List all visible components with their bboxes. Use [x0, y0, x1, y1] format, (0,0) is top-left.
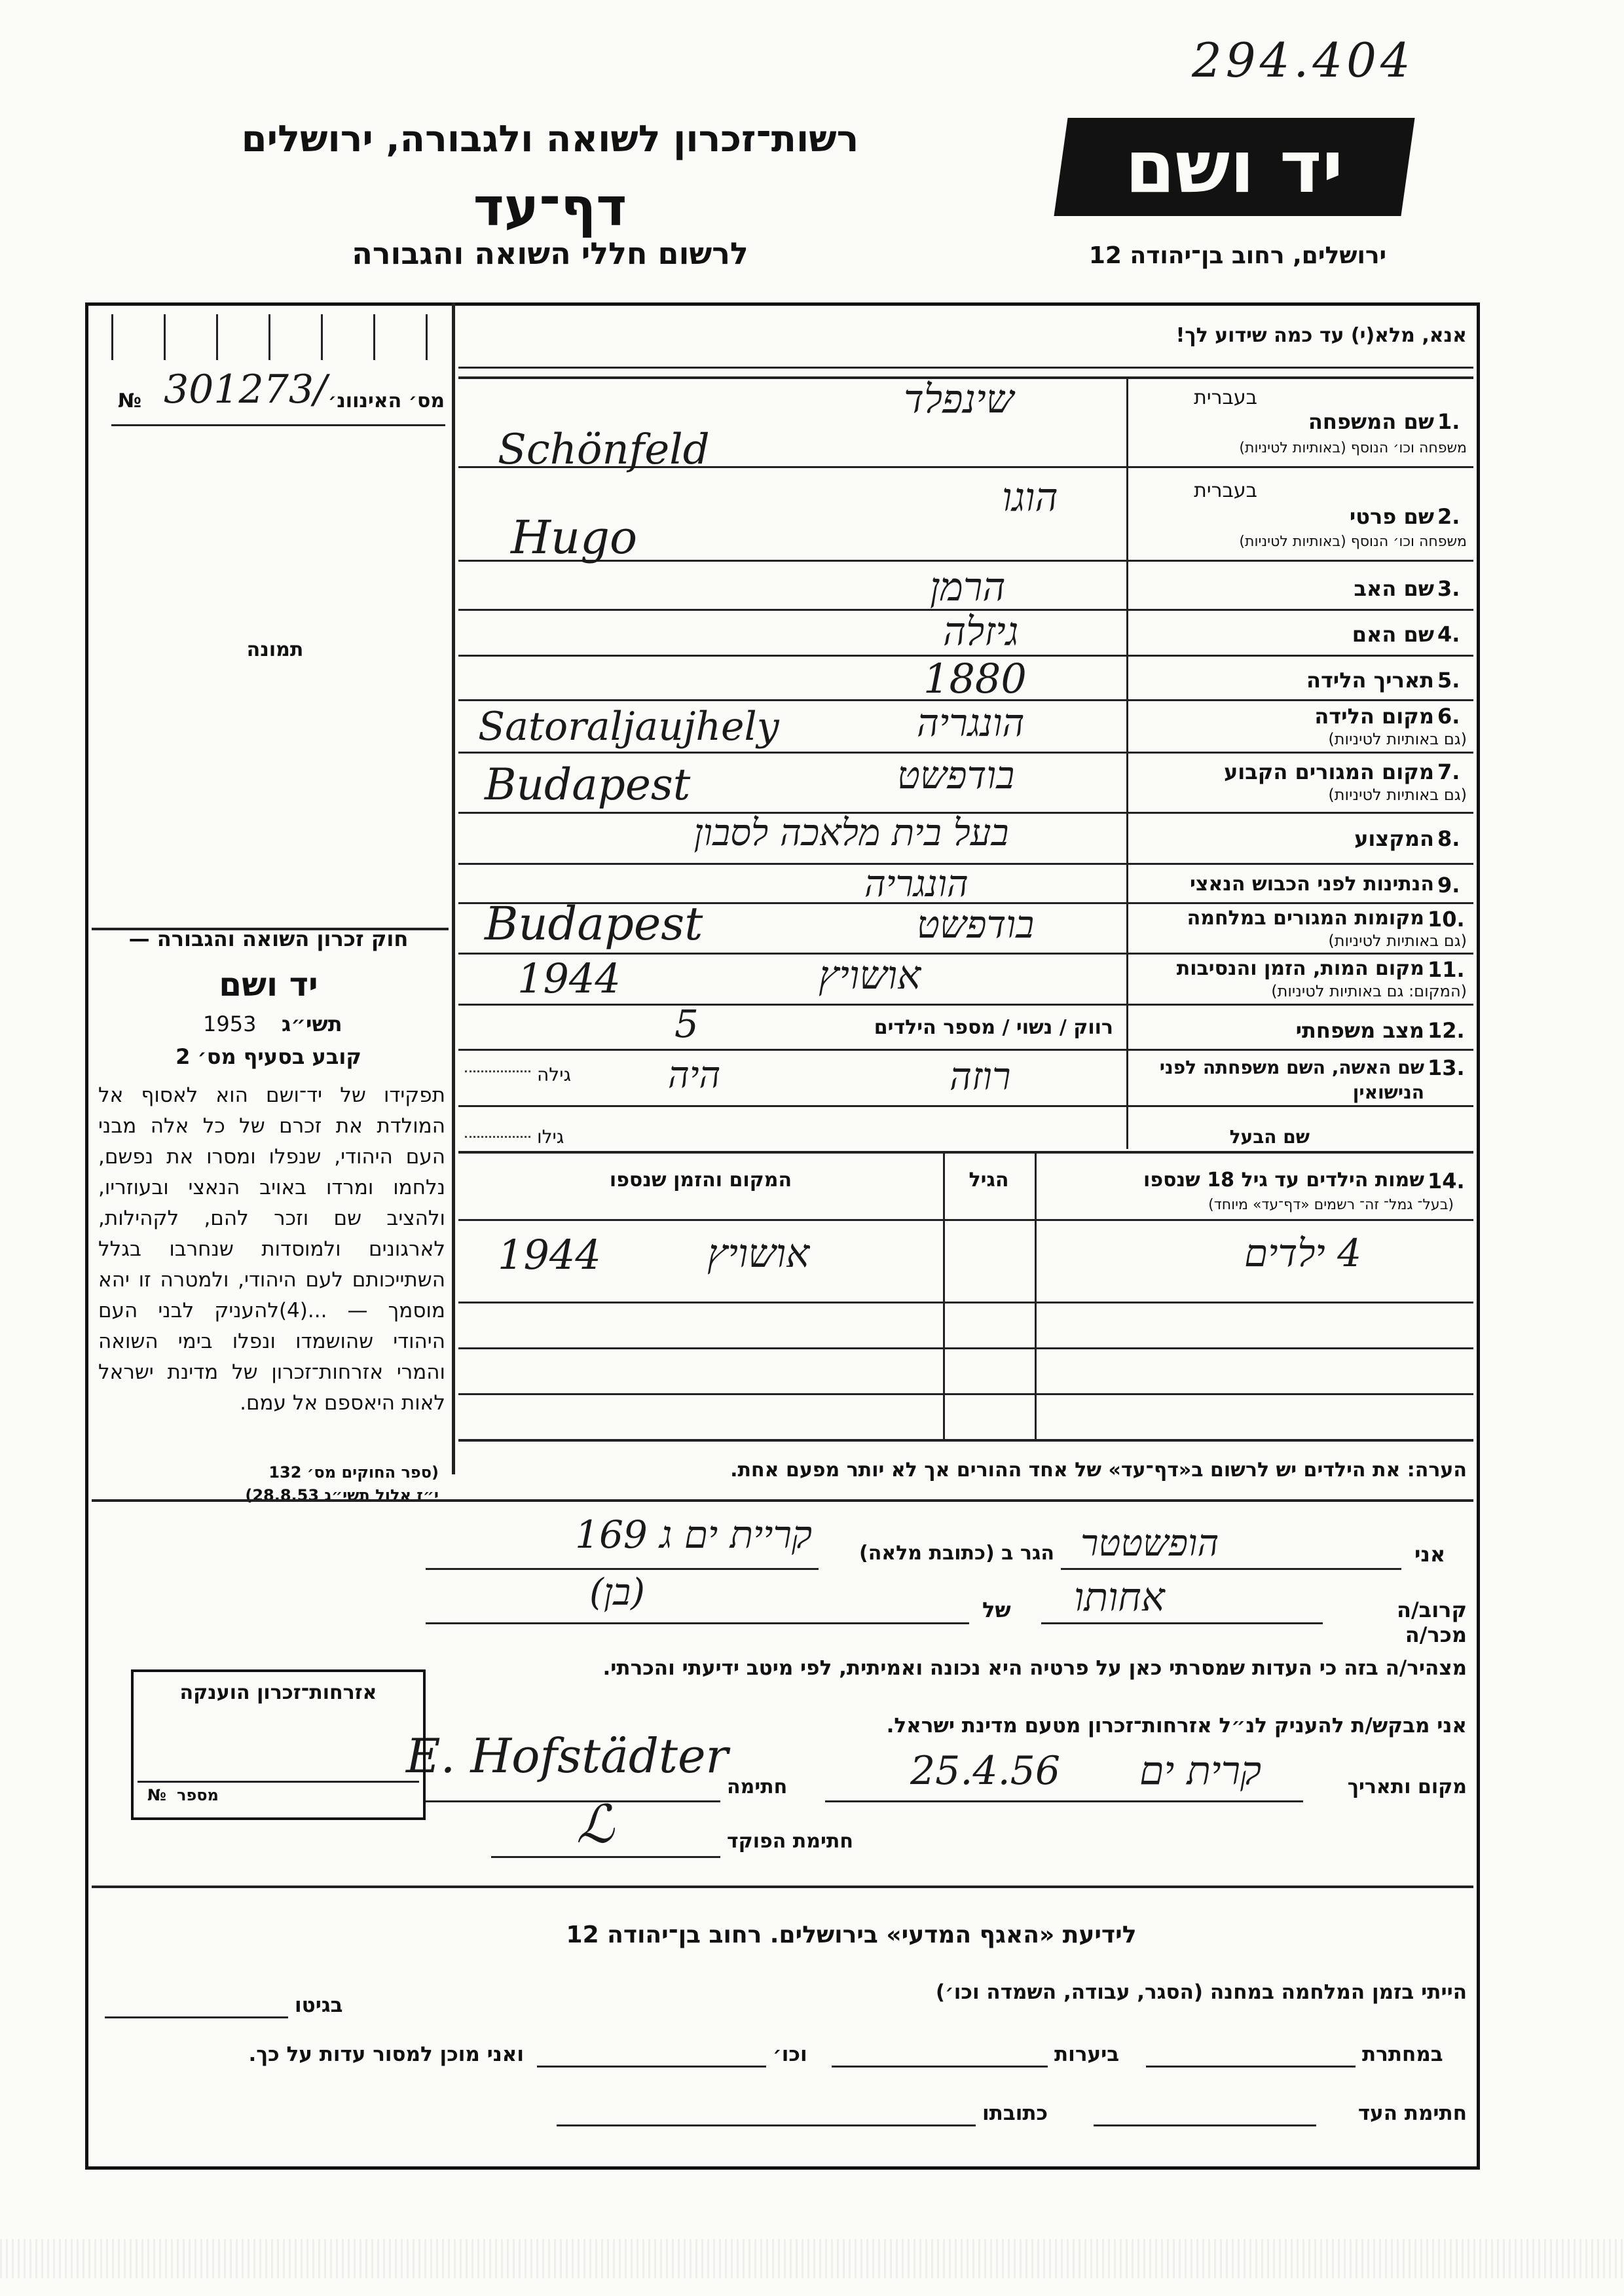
row-rule [458, 1049, 1473, 1051]
children-row-place: אושויץ [707, 1231, 810, 1277]
field-13-husband-age-label: גילו [537, 1126, 564, 1148]
footer-line1: הייתי בזמן המלחמה במחנה (הסגר, עבודה, השמדה וכו׳) [935, 1980, 1467, 2004]
field-3-value: הרמן [930, 564, 1006, 610]
declarant-relation-value: אחותו [1074, 1575, 1165, 1620]
field-7-value-hebrew: בודפשט [897, 753, 1015, 797]
field-13-label: שם האשה, השם משפחתה לפני הנישואין [1159, 1057, 1424, 1103]
field-2-value-latin: Hugo [511, 511, 638, 564]
children-bottom-rule [458, 1439, 1473, 1442]
children-row-rule [458, 1393, 1473, 1395]
sidebar-fence [92, 314, 445, 367]
field-8-value: בעל בית מלאכה לסבון [693, 812, 1009, 854]
declarant-residing-label: הגר ב (כתובת מלאה) [858, 1542, 1054, 1565]
field-11-hint: (המקום: גם באותיות לטיניות) [1271, 982, 1467, 1000]
field-12-number: 12. [1428, 1018, 1465, 1043]
children-header-hint: (בעל־ גמל־ זה־ רשמים «דף־עד» מיוחד) [1208, 1197, 1454, 1213]
logo-address: ירושלים, רחוב בן־יהודה 12 [1088, 242, 1387, 269]
scan-noise [0, 2239, 1624, 2278]
field-5-label: תאריך הלידה [1306, 668, 1434, 693]
field-6-label: מקום הלידה [1314, 704, 1434, 729]
field-1-value-latin: Schönfeld [498, 426, 710, 474]
field-6-hint: (גם באותיות לטיניות) [1328, 730, 1467, 748]
footer-line2-rule-b [832, 2066, 1048, 2068]
place-date-line [825, 1800, 1303, 1802]
certificate-title: אזרחות־זכרון הוענקה [179, 1681, 377, 1704]
field-13-number: 13. [1428, 1055, 1465, 1080]
field-12-label: מצב משפחתי [1295, 1018, 1424, 1043]
photo-label: תמונה [246, 638, 304, 661]
declarant-address-value: קריית ים ג 169 [575, 1512, 812, 1557]
field-9-number: 9. [1437, 873, 1460, 898]
field-9-value: הונגריה [864, 863, 969, 905]
field-13-age-dots [465, 1070, 530, 1072]
section-rule [92, 1499, 1473, 1502]
children-header-place: המקום והזמן שנספו [609, 1169, 792, 1192]
declarant-name-line [1061, 1568, 1401, 1570]
label-column-divider [1126, 376, 1128, 1149]
children-header-rule [458, 1219, 1473, 1221]
field-12-options: רווק / נשוי / מספר הילדים [874, 1016, 1113, 1039]
field-1-sublabel: בעברית [1194, 386, 1257, 409]
field-1-label: שם המשפחה [1308, 409, 1434, 434]
field-11-value-place: אושויץ [819, 953, 921, 998]
declarant-name-value: הופשטטר [1080, 1522, 1219, 1565]
field-6-value-hebrew: הונגריה [917, 701, 1025, 745]
instructions-underline [458, 367, 1473, 369]
signature-line [426, 1800, 720, 1802]
archive-number: 294.404 [1192, 33, 1414, 88]
declarant-of-line [426, 1622, 969, 1624]
field-7-label: מקום המגורים הקבוע [1223, 759, 1434, 784]
sidebar-divider [452, 302, 455, 1474]
field-3-label: שם האב [1354, 576, 1434, 601]
field-11-label: מקום המות, הזמן והנסיבות [1176, 957, 1424, 980]
law-reference-1: (ספר החוקים מס׳ 132 [268, 1463, 439, 1482]
authority-name: רשות־זכרון לשואה ולגבורה, ירושלים [241, 118, 859, 160]
declaration-text: מצהיר/ה בזה כי העדות שמסרתי כאן על פרטיה היא נכונה ואמיתית, לפי מיטב ידיעתי והכרתי. [602, 1656, 1467, 1680]
field-3-number: 3. [1437, 576, 1460, 601]
instructions: אנא, מלא(י) עד כמה שידוע לך! [1175, 324, 1467, 347]
request-text: אני מבקש/ת להעניק לנ״ל אזרחות־זכרון מטעם מדינת ישראל. [886, 1714, 1467, 1738]
field-7-number: 7. [1437, 759, 1460, 784]
place-date-label: מקום ותאריך [1347, 1776, 1467, 1798]
declarant-address-line [426, 1568, 819, 1570]
declarant-relation-line [1041, 1622, 1323, 1624]
footer-title: לידיעת «האגף המדעי» בירושלים. רחוב בן־יהודה 12 [566, 1922, 1137, 1948]
field-13-spouse-value: רוזה [950, 1054, 1011, 1099]
children-header-names: שמות הילדים עד גיל 18 שנספו [1143, 1169, 1424, 1192]
field-4-number: 4. [1437, 622, 1460, 647]
field-7-hint: (גם באותיות לטיניות) [1328, 786, 1467, 804]
inventory-label: מס׳ האינוונ׳ [327, 390, 445, 412]
field-10-number: 10. [1428, 907, 1465, 932]
children-row-rule [458, 1302, 1473, 1303]
field-2-label: שם פרטי [1349, 504, 1434, 529]
inventory-prefix: № [118, 390, 142, 412]
field-10-value-latin: Budapest [485, 897, 703, 951]
law-clause: קובע בסעיף מס׳ 2 [175, 1044, 361, 1069]
declarant-of-value: (בן) [589, 1571, 645, 1614]
field-8-number: 8. [1437, 826, 1460, 851]
field-11-number: 11. [1428, 957, 1465, 982]
field-12-value: 5 [674, 1002, 699, 1046]
field-2-value-hebrew: הוגו [1002, 475, 1058, 520]
law-title: חוק זכרון השואה והגבורה — [128, 926, 409, 951]
logo-text: יד ושם [1125, 125, 1344, 209]
field-2-hint: משפחה וכו׳ הנוסף (באותיות לטיניות) [1239, 534, 1467, 550]
children-row-name: 4 ילדים [1244, 1231, 1362, 1275]
inventory-underline [111, 424, 445, 426]
field-6-number: 6. [1437, 704, 1460, 729]
field-2-number: 2. [1437, 504, 1460, 529]
field-10-value-hebrew: בודפשט [917, 902, 1035, 947]
official-signature-line [491, 1856, 720, 1858]
law-text: תפקידו של יד־ושם הוא לאסוף אל המולדת את זכרם של כל אלה מבני העם היהודי, שנפלו ומסרו את נפשם, נלחמו ומרדו באויב הנאצי ובעוזריו, ולהציב שם וזכר להם, לקהילות, לארגונים ולמוסדות שנחרבו בגלל השתייכותם לעם היהודי, ולמטרה זו יהא מוסמך — ...(4)להעניק לבני העם היהודי שהושמדו ונפלו בימי השואה והמרי אזרחות־זכרון של מדינת ישראל לאות היאספם אל עמם. [98, 1084, 445, 1415]
children-col-age-left [943, 1151, 945, 1439]
certificate-rule [138, 1781, 419, 1783]
declarant-relation-label: קרוב/ה מכר/ה [1397, 1597, 1467, 1647]
footer-witness-address: כתובתו [982, 2102, 1048, 2125]
field-13-age-value: היה [668, 1054, 721, 1097]
footer-line2-underground: במחתרת [1362, 2043, 1443, 2066]
date-value: 25.4.56 [910, 1748, 1061, 1794]
certificate-number-label: מספר [177, 1786, 219, 1804]
field-11-value-year: 1944 [517, 955, 621, 1002]
declarant-i-label: אני [1414, 1542, 1446, 1567]
law-year-hebrew: תשי״ג [282, 1011, 342, 1036]
signature-label: חתימה [727, 1776, 788, 1798]
footer-line2-rule-c [537, 2066, 766, 2068]
footer-line3-rule-a [1094, 2124, 1316, 2126]
row-rule [458, 1004, 1473, 1006]
row-rule [458, 1105, 1473, 1107]
children-col-age-right [1035, 1151, 1037, 1439]
footer-line1-end: בגיטו [295, 1994, 343, 2017]
field-7-value-latin: Budapest [485, 759, 691, 810]
inventory-number: 301273/ [164, 367, 327, 412]
children-row-year: 1944 [498, 1231, 601, 1279]
signature-value: E. Hofstädter [406, 1728, 728, 1783]
law-name: יד ושם [219, 966, 318, 1004]
footer-line2-willing: ואני מוכן למסור עדות על כך. [248, 2043, 524, 2066]
field-1-hint: משפחה וכו׳ הנוסף (באותיות לטיניות) [1239, 440, 1467, 456]
field-5-number: 5. [1437, 668, 1460, 693]
footer-line2-forests: ביערות [1054, 2043, 1120, 2066]
declarant-of-label: של [982, 1597, 1011, 1622]
law-reference-2: י״ז אלול תשי״ג 28.8.53) [245, 1486, 439, 1504]
official-signature-mark: ℒ [576, 1794, 614, 1855]
field-1-value-hebrew: שינפלד [904, 376, 1014, 422]
footer-line1-rule [105, 2016, 288, 2018]
field-10-hint: (גם באותיות לטיניות) [1328, 932, 1467, 950]
field-2-sublabel: בעברית [1194, 479, 1257, 502]
yad-vashem-logo [1054, 118, 1414, 216]
footer-line2-rule-a [1146, 2066, 1356, 2068]
official-signature-label: חתימת הפוקד [727, 1830, 853, 1853]
field-13-husband-label: שם הבעל [1229, 1126, 1310, 1148]
field-5-value: 1880 [923, 655, 1027, 702]
footer-line3-rule-b [557, 2124, 976, 2126]
children-row-rule [458, 1347, 1473, 1349]
field-8-label: המקצוע [1354, 826, 1434, 851]
place-value: קרית ים [1139, 1748, 1262, 1794]
field-4-value: גיזלה [943, 609, 1019, 655]
form-title: דף־עד [473, 177, 627, 238]
field-13-age-label: גילה [537, 1064, 572, 1085]
children-header-age: הגיל [969, 1169, 1009, 1192]
footer-rule [92, 1886, 1473, 1888]
law-year: 1953 [203, 1011, 257, 1036]
field-10-label: מקומות המגורים במלחמה [1187, 907, 1424, 930]
children-number: 14. [1428, 1169, 1465, 1194]
form-subtitle: לרשום חללי השואה והגבורה [352, 236, 748, 271]
footer-line2-etc: וכו׳ [773, 2043, 807, 2066]
field-6-value-latin: Satoraljaujhely [478, 704, 779, 750]
field-9-label: הנתינות לפני הכבוש הנאצי [1190, 873, 1434, 896]
certificate-prefix: № [147, 1786, 166, 1804]
footer-witness-signature: חתימת העד [1357, 2102, 1467, 2125]
field-4-label: שם האם [1352, 622, 1434, 647]
field-13-husband-age-dots [465, 1136, 530, 1138]
row-rule [458, 1151, 1473, 1154]
field-1-number: 1. [1437, 409, 1460, 434]
children-note: הערה: את הילדים יש לרשום ב«דף־עד» של אחד ההורים אך לא יותר מפעם אחת. [730, 1459, 1467, 1482]
